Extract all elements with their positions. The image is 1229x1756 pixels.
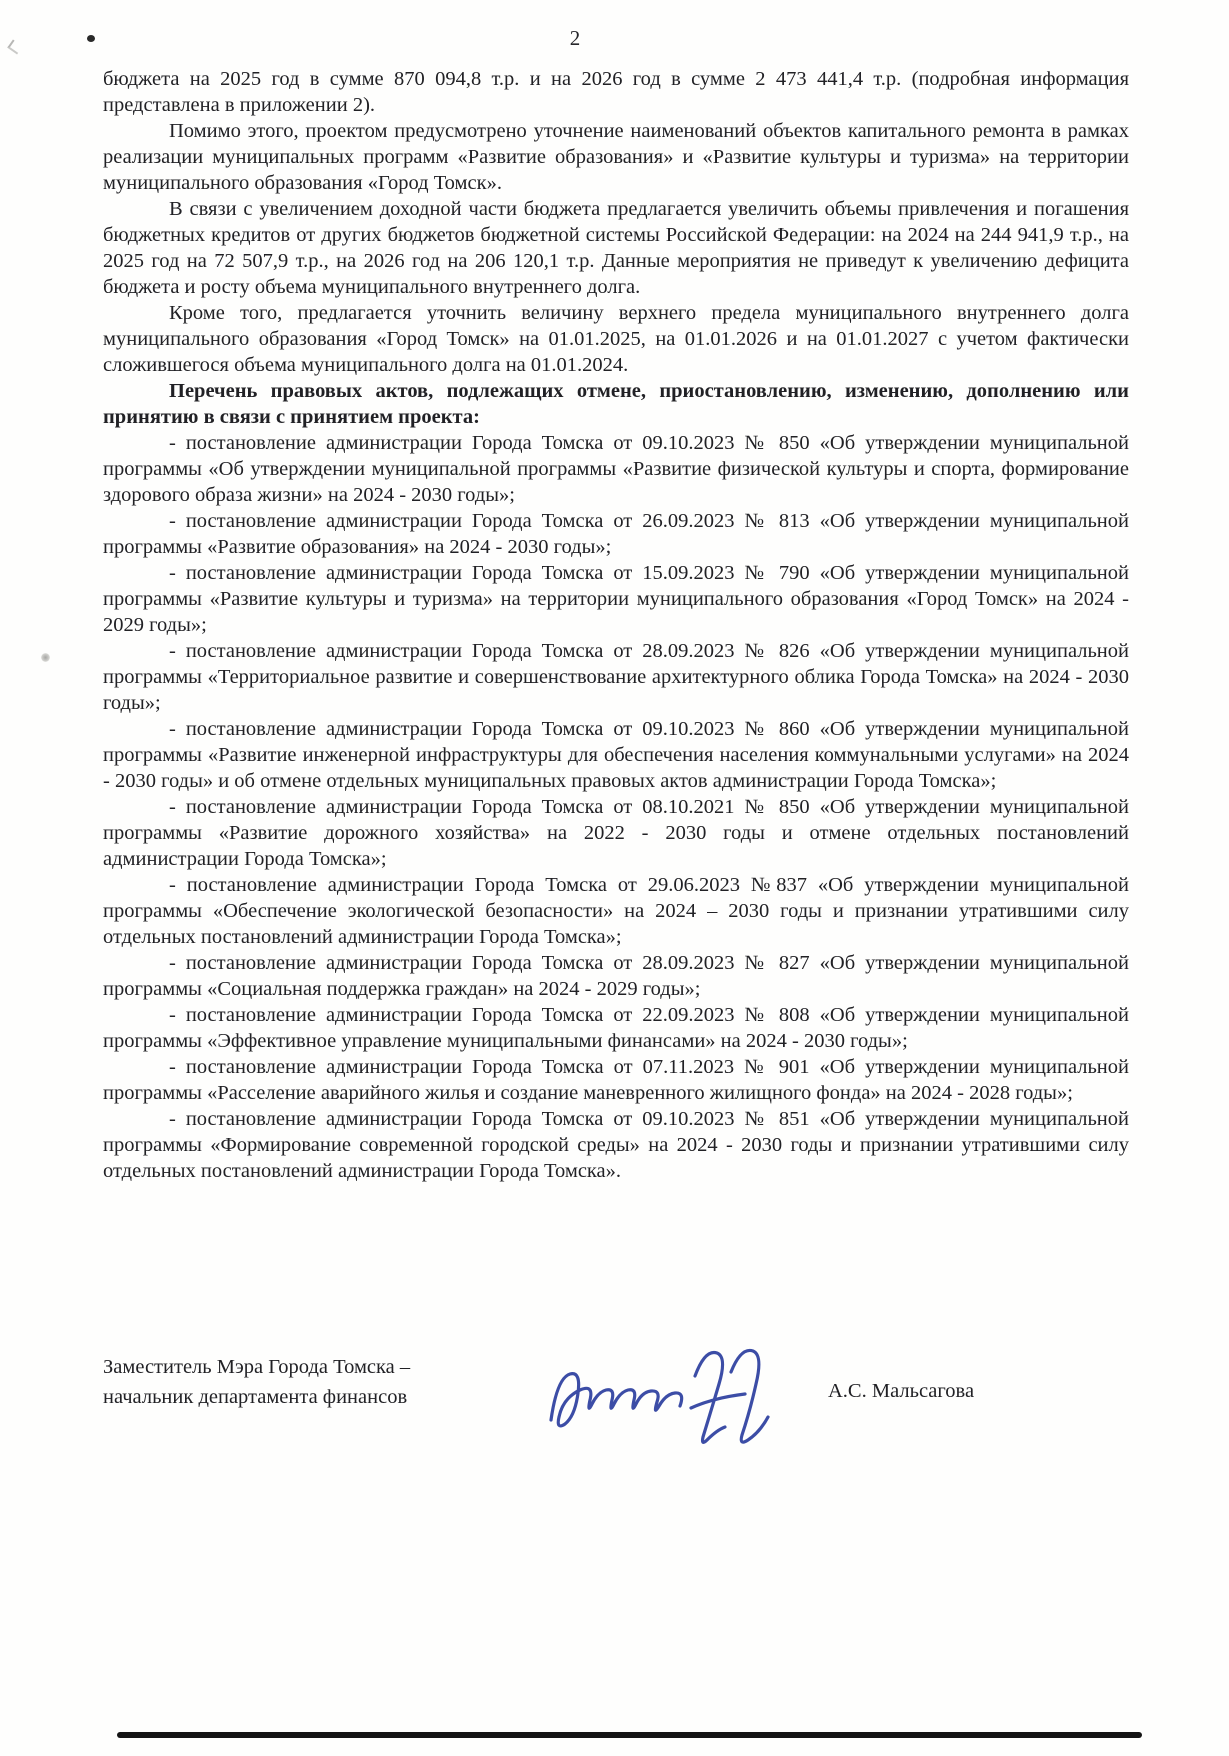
signer-name: А.С. Мальсагова: [828, 1380, 975, 1402]
paragraph: Помимо этого, проектом предусмотрено уточнение наименований объектов капитального ремонта в рамках реализации муниципальных программ «Развитие образования» и «Развитие культуры и туризма» на территории муниципального образования «Город Томск».: [103, 120, 1129, 194]
list-item: - постановление администрации Города Томска от 22.09.2023 № 808 «Об утверждении муниципальной программы «Эффективное управление муниципальными финансами» на 2024 - 2030 годы»;: [103, 1004, 1129, 1052]
handwritten-signature: [543, 1340, 793, 1455]
signer-position-line1: Заместитель Мэра Города Томска –: [103, 1356, 411, 1378]
document-body: [103, 66, 1129, 1184]
page-number: 2: [569, 26, 581, 50]
list-item: - постановление администрации Города Томска от 15.09.2023 № 790 «Об утверждении муниципальной программы «Развитие культуры и туризма» на территории муниципального образования «Город Томск» на 2024 - 2029 годы»;: [103, 562, 1129, 636]
paragraph: бюджета на 2025 год в сумме 870 094,8 т.р. и на 2026 год в сумме 2 473 441,4 т.р. (подробная информация представлена в приложении 2).: [103, 68, 1129, 116]
signer-position-line2: начальник департамента финансов: [103, 1386, 408, 1408]
list-item: - постановление администрации Города Томска от 28.09.2023 № 826 «Об утверждении муниципальной программы «Территориальное развитие и совершенствование архитектурного облика Города Томска» на 2024 - 2030 годы»;: [103, 640, 1129, 714]
scan-artifact-margin-mark: [41, 653, 50, 662]
list-item: - постановление администрации Города Томска от 09.10.2023 № 850 «Об утверждении муниципальной программы «Об утверждении муниципальной программы «Развитие физической культуры и спорта, формирование здорового образа жизни» на 2024 - 2030 годы»;: [103, 432, 1129, 506]
signature-title-block: [103, 1352, 410, 1412]
scan-edge-line: [117, 1732, 1142, 1738]
list-item: - постановление администрации Города Томска от 09.10.2023 № 851 «Об утверждении муниципальной программы «Формирование современной городской среды» на 2024 - 2030 годы и признании утратившими силу отдельных постановлений администрации Города Томска».: [103, 1108, 1129, 1182]
list-item: - постановление администрации Города Томска от 09.10.2023 № 860 «Об утверждении муниципальной программы «Развитие инженерной инфраструктуры для обеспечения населения коммунальными услугами» на 2024 - 2030 годы» и об отмене отдельных муниципальных правовых актов администрации Города Томска»;: [103, 718, 1129, 792]
paragraph: В связи с увеличением доходной части бюджета предлагается увеличить объемы привлечения и погашения бюджетных кредитов от других бюджетов бюджетной системы Российской Федерации: на 2024 на 244 941,9 т.р., на 2025 год на 72 507,9 т.р., на 2026 год на 206 120,1 т.р. Данные мероприятия не приведут к увеличению дефицита бюджета и росту объема муниципального внутреннего долга.: [103, 198, 1129, 298]
list-item: - постановление администрации Города Томска от 07.11.2023 № 901 «Об утверждении муниципальной программы «Расселение аварийного жилья и создание маневренного жилищного фонда» на 2024 - 2028 годы»;: [103, 1056, 1129, 1104]
paragraph: Кроме того, предлагается уточнить величину верхнего предела муниципального внутреннего долга муниципального образования «Город Томск» на 01.01.2025, на 01.01.2026 и на 01.01.2027 с учетом фактически сложившегося объема муниципального долга на 01.01.2024.: [103, 302, 1129, 376]
list-item: - постановление администрации Города Томска от 26.09.2023 № 813 «Об утверждении муниципальной программы «Развитие образования» на 2024 - 2030 годы»;: [103, 510, 1129, 558]
list-item: - постановление администрации Города Томска от 08.10.2021 № 850 «Об утверждении муниципальной программы «Развитие дорожного хозяйства» на 2022 - 2030 годы и отмене отдельных постановлений администрации Города Томска»;: [103, 796, 1129, 870]
list-item: - постановление администрации Города Томска от 28.09.2023 № 827 «Об утверждении муниципальной программы «Социальная поддержка граждан» на 2024 - 2029 годы»;: [103, 952, 1129, 1000]
section-heading: Перечень правовых актов, подлежащих отмене, приостановлению, изменению, дополнению или принятию в связи с принятием проекта:: [103, 380, 1129, 428]
list-item: - постановление администрации Города Томска от 29.06.2023 №837 «Об утверждении муниципальной программы «Обеспечение экологической безопасности» на 2024 – 2030 годы и признании утратившими силу отдельных постановлений администрации Города Томска»;: [103, 874, 1129, 948]
